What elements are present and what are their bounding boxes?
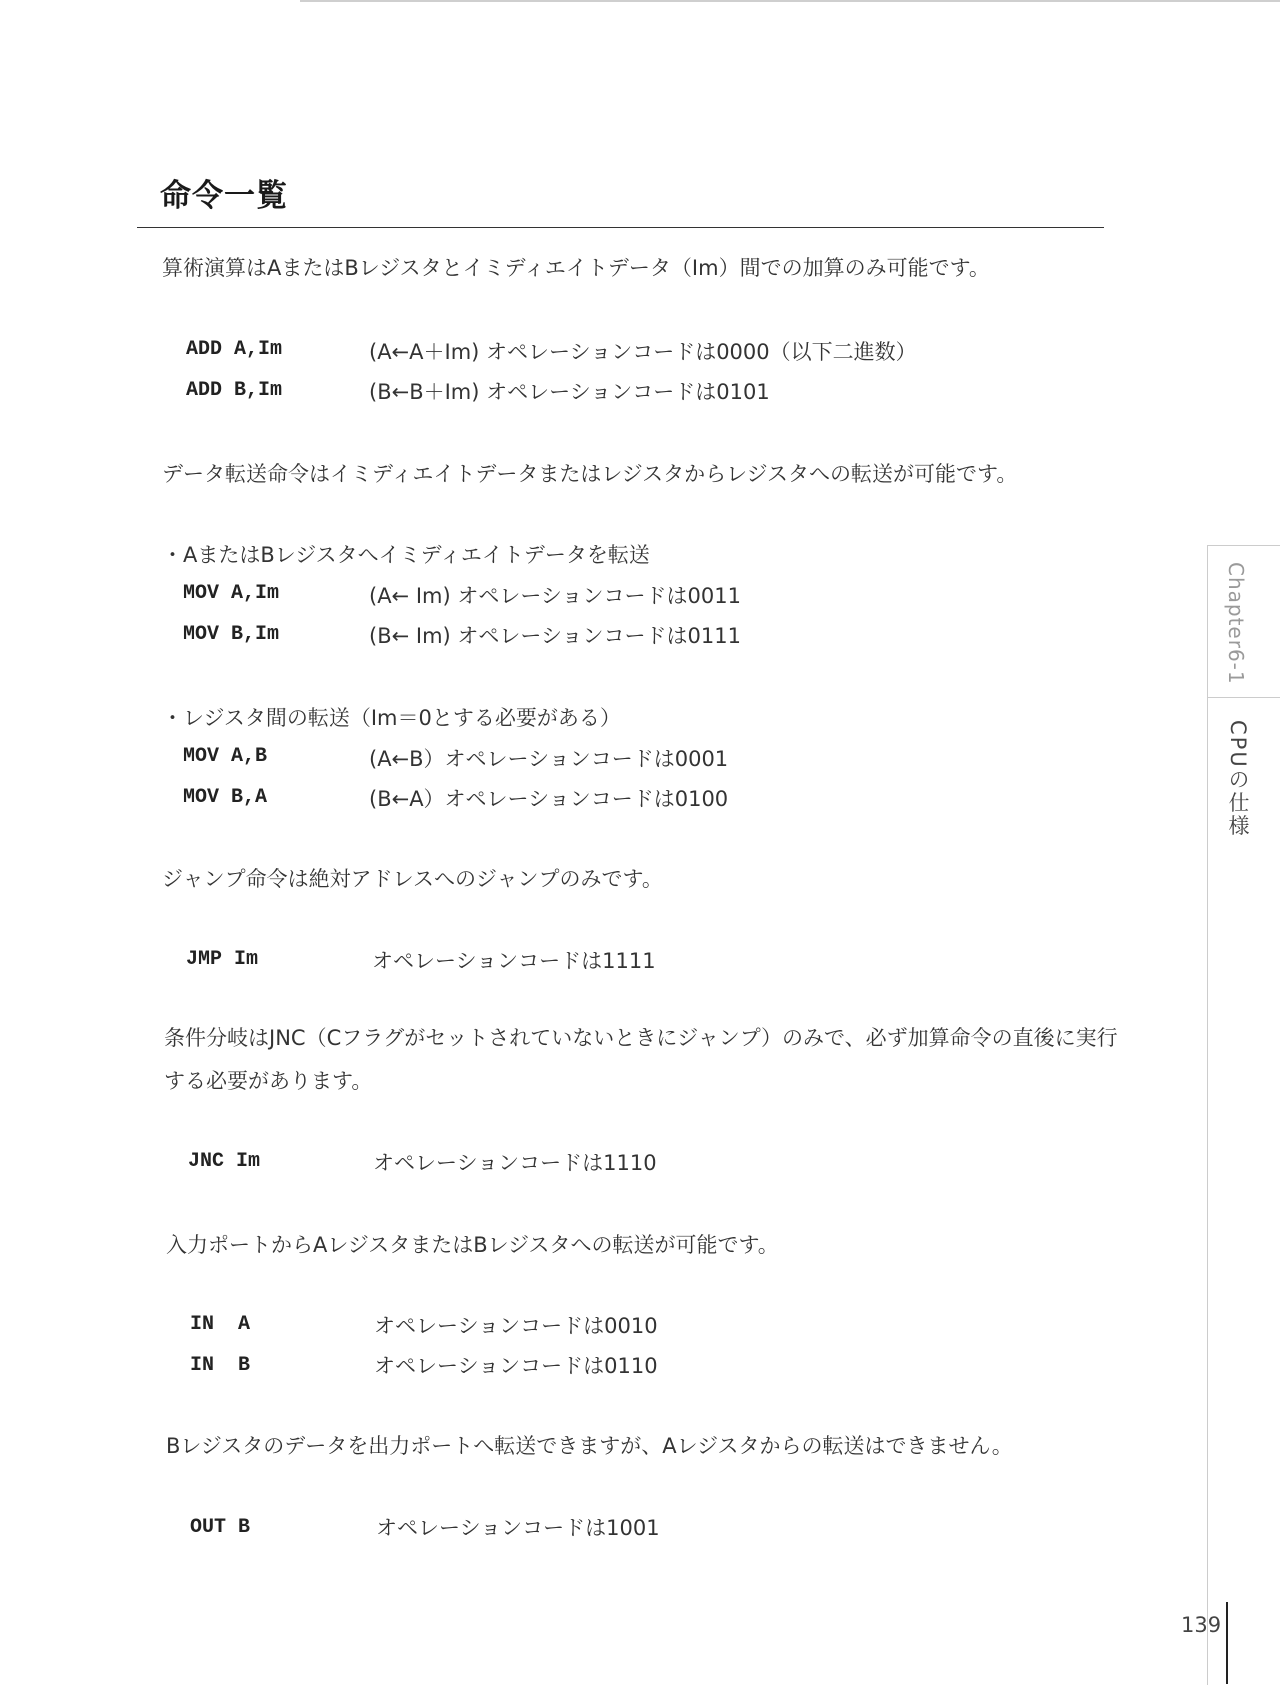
instruction-add-a-desc: (A←A＋Im) オペレーションコードは0000（以下二進数） <box>369 340 917 364</box>
top-rule <box>300 0 1280 2</box>
side-tab-separator <box>1207 697 1280 698</box>
intro-branch: 条件分岐はJNC（Cフラグがセットされていないときにジャンプ）のみで、必ず加算命令の直後に実行する必要があります。 <box>164 1026 1118 1093</box>
instruction-mov-b-a-desc: (B←A）オペレーションコードは0100 <box>369 787 729 811</box>
intro-in: 入力ポートからAレジスタまたはBレジスタへの転送が可能です。 <box>166 1233 779 1257</box>
instruction-in-b-desc: オペレーションコードは0110 <box>374 1354 658 1378</box>
instruction-jmp-desc: オペレーションコードは1111 <box>372 949 656 973</box>
instruction-in-a-desc: オペレーションコードは0010 <box>374 1314 658 1338</box>
instruction-jnc-desc: オペレーションコードは1110 <box>373 1151 657 1175</box>
instruction-add-a: ADD A,Im <box>186 338 283 361</box>
side-tab-line <box>1207 545 1208 1685</box>
instruction-mov-a-im-desc: (A← Im) オペレーションコードは0011 <box>369 584 741 608</box>
instruction-mov-b-im: MOV B,Im <box>183 623 280 646</box>
instruction-jmp: JMP Im <box>186 948 259 971</box>
instruction-add-b-desc: (B←B＋Im) オペレーションコードは0101 <box>369 380 770 404</box>
intro-arith: 算術演算はAまたはBレジスタとイミディエイトデータ（Im）間での加算のみ可能です。 <box>162 256 990 280</box>
instruction-add-b: ADD B,Im <box>186 379 283 402</box>
instruction-jnc: JNC Im <box>188 1150 261 1173</box>
instruction-mov-b-im-desc: (B← Im) オペレーションコードは0111 <box>369 624 741 648</box>
chapter-title: CPUの仕様 <box>1226 720 1250 838</box>
instruction-mov-a-b-desc: (A←B）オペレーションコードは0001 <box>369 747 729 771</box>
intro-out: Bレジスタのデータを出力ポートへ転送できますが、Aレジスタからの転送はできません。 <box>166 1434 1013 1458</box>
instruction-mov-b-a: MOV B,A <box>183 786 268 809</box>
instruction-in-a: IN A <box>190 1313 251 1336</box>
side-tab-top-rule <box>1207 545 1280 546</box>
instruction-in-b: IN B <box>190 1354 251 1377</box>
intro-transfer: データ転送命令はイミディエイトデータまたはレジスタからレジスタへの転送が可能です。 <box>162 462 1018 486</box>
chapter-label: Chapter6-1 <box>1224 562 1248 685</box>
section-heading: 命令一覧 <box>160 178 288 214</box>
intro-jump: ジャンプ命令は絶対アドレスへのジャンプのみです。 <box>162 867 663 891</box>
page-number-bar <box>1226 1602 1228 1684</box>
instruction-mov-a-im: MOV A,Im <box>183 582 280 605</box>
instruction-out-b-desc: オペレーションコードは1001 <box>376 1516 660 1540</box>
instruction-out-b: OUT B <box>190 1516 251 1539</box>
instruction-mov-a-b: MOV A,B <box>183 745 268 768</box>
bullet-register: ・レジスタ間の転送（Im＝0とする必要がある） <box>162 706 621 730</box>
page-number: 139 <box>1181 1613 1222 1637</box>
bullet-immediate: ・AまたはBレジスタへイミディエイトデータを転送 <box>162 543 650 567</box>
heading-rule <box>137 227 1104 228</box>
